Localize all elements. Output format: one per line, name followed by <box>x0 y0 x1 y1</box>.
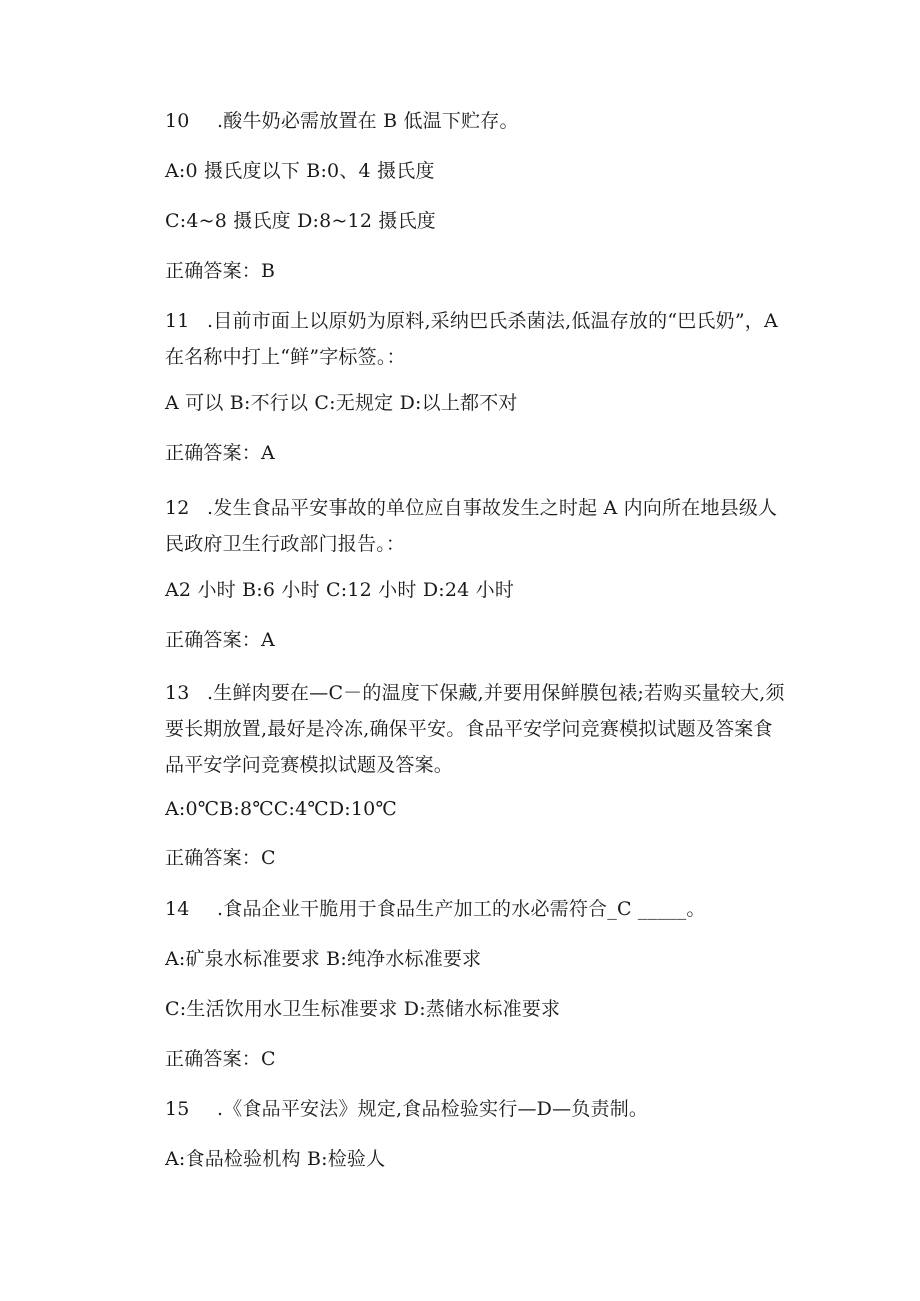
question-12-answer: 正确答案：A <box>165 629 275 651</box>
question-text: .食品企业干脆用于食品生产加工的水必需符合_C _____。 <box>217 898 706 920</box>
question-10-options-line-2: C:4~8 摄氏度 D:8~12 摄氏度 <box>165 210 436 232</box>
question-15 <box>165 1096 648 1122</box>
question-11-answer: 正确答案：A <box>165 442 275 464</box>
question-10-options-line-1: A:0 摄氏度以下 B:0、4 摄氏度 <box>165 160 435 182</box>
question-number: 12 <box>165 497 190 519</box>
question-number: 11 <box>165 310 190 332</box>
question-13 <box>165 675 790 783</box>
question-12 <box>165 490 790 562</box>
question-14-answer: 正确答案：C <box>165 1048 276 1070</box>
question-10-answer: 正确答案：B <box>165 260 276 282</box>
question-number: 10 <box>165 110 190 132</box>
question-number: 13 <box>165 682 190 704</box>
question-13-options: A:0℃B:8℃C:4℃D:10℃ <box>165 798 397 820</box>
question-number: 14 <box>165 898 190 920</box>
question-text: .目前市面上以原奶为原料,采纳巴氏杀菌法,低温存放的“巴氏奶”，A 在名称中打上“鲜”字标签。： <box>165 310 778 368</box>
question-12-options: A2 小时 B:6 小时 C:12 小时 D:24 小时 <box>165 579 515 601</box>
question-10 <box>165 108 519 134</box>
question-text: .生鲜肉要在—C－的温度下保藏,并要用保鲜膜包裱;若购买量较大,须要长期放置,最好是冷冻,确保平安。食品平安学问竞赛模拟试题及答案食品平安学问竞赛模拟试题及答案。 <box>165 682 785 776</box>
question-14 <box>165 896 706 922</box>
question-13-answer: 正确答案：C <box>165 847 276 869</box>
question-11 <box>165 303 790 375</box>
question-14-options-line-1: A:矿泉水标准要求 B:纯净水标准要求 <box>165 948 482 970</box>
question-text: .《食品平安法》规定,食品检验实行—D—负责制。 <box>217 1098 649 1120</box>
question-14-options-line-2: C:生活饮用水卫生标准要求 D:蒸储水标准要求 <box>165 998 561 1020</box>
question-15-options: A:食品检验机构 B:检验人 <box>165 1148 386 1170</box>
question-text: .发生食品平安事故的单位应自事故发生之时起 A 内向所在地县级人民政府卫生行政部门报告。： <box>165 497 778 555</box>
question-11-options: A 可以 B:不行以 C:无规定 D:以上都不对 <box>165 392 518 414</box>
question-text: .酸牛奶必需放置在 B 低温下贮存。 <box>217 110 519 132</box>
question-number: 15 <box>165 1098 190 1120</box>
